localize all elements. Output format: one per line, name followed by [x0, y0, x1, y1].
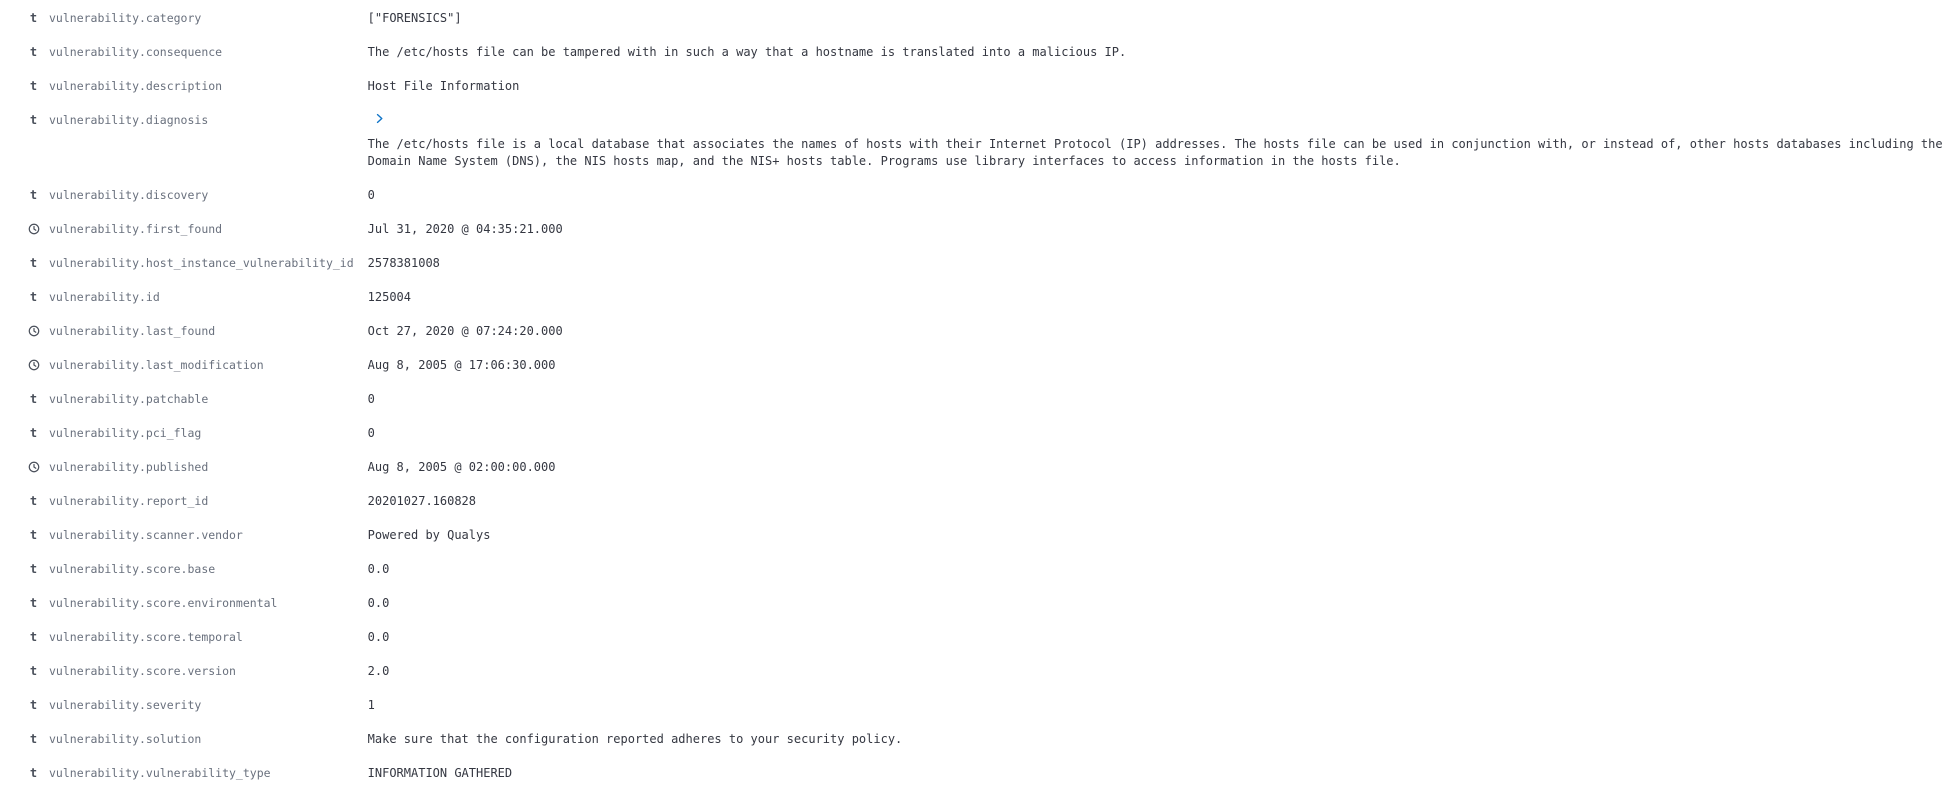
field-name: vulnerability.score.version — [49, 664, 236, 678]
field-name-cell — [0, 212, 368, 246]
field-name: vulnerability.severity — [49, 698, 202, 712]
field-name: vulnerability.published — [49, 460, 209, 474]
text-field-icon: t — [29, 528, 38, 542]
text-field-icon: t — [29, 45, 38, 59]
field-value: 0.0 — [367, 630, 390, 644]
field-name: vulnerability.solution — [49, 732, 202, 746]
text-field-icon: t — [29, 562, 38, 576]
field-name-cell — [0, 688, 368, 722]
field-name: vulnerability.last_found — [49, 324, 216, 338]
field-value — [368, 103, 1959, 178]
field-value: Aug 8, 2005 @ 17:06:30.000 — [367, 358, 556, 372]
field-name: vulnerability.score.environmental — [49, 596, 278, 610]
text-field-icon: t — [29, 630, 38, 644]
field-name: vulnerability.consequence — [49, 45, 223, 59]
text-field-icon: t — [29, 732, 38, 746]
field-value: Oct 27, 2020 @ 07:24:20.000 — [367, 324, 563, 338]
field-value: Host File Information — [367, 79, 520, 93]
field-value: 20201027.160828 — [367, 494, 477, 508]
field-value-text: The /etc/hosts file is a local database that associates the names of hosts with their Internet Protocol (IP) addresses. The hosts file can be used in conjunction with, or instead of, other hosts databases including the Domain Name System (DNS), the NIS hosts map, and the NIS+ hosts table. Programs use library interfaces to access information in the hosts file. — [367, 137, 1943, 168]
field-value: Make sure that the configuration reported adheres to your security policy. — [367, 732, 903, 746]
field-name-cell — [0, 450, 368, 484]
field-value: 2.0 — [367, 664, 390, 678]
text-field-icon: t — [29, 426, 38, 440]
field-name-cell — [0, 348, 368, 382]
field-value: 0.0 — [367, 596, 390, 610]
field-name-cell — [0, 314, 368, 348]
field-name: vulnerability.discovery — [49, 188, 209, 202]
field-name-cell — [0, 586, 368, 620]
field-name-cell — [0, 246, 368, 280]
field-value: Jul 31, 2020 @ 04:35:21.000 — [367, 222, 563, 236]
field-value: 1 — [367, 698, 375, 712]
field-value: The /etc/hosts file can be tampered with in such a way that a hostname is translated into a malicious IP. — [367, 45, 1127, 59]
field-value: Aug 8, 2005 @ 02:00:00.000 — [367, 460, 556, 474]
field-name: vulnerability.description — [49, 79, 223, 93]
expand-value-button[interactable] — [372, 112, 388, 128]
chevron-right-icon — [373, 112, 386, 129]
field-value: ["FORENSICS"] — [367, 11, 462, 25]
field-value: 0.0 — [367, 562, 390, 576]
field-name: vulnerability.scanner.vendor — [49, 528, 243, 542]
text-field-icon: t — [29, 698, 38, 712]
field-name-cell — [0, 103, 368, 178]
field-name-cell — [0, 654, 368, 688]
field-name: vulnerability.category — [49, 11, 202, 25]
field-name-cell — [0, 178, 368, 212]
field-name: vulnerability.score.base — [49, 562, 216, 576]
field-name-cell — [0, 484, 368, 518]
clock-icon — [27, 357, 40, 373]
text-field-icon: t — [29, 494, 38, 508]
field-name-cell — [0, 552, 368, 586]
field-name: vulnerability.score.temporal — [49, 630, 243, 644]
field-name-cell — [0, 722, 368, 756]
field-name: vulnerability.last_modification — [49, 358, 264, 372]
field-name: vulnerability.diagnosis — [49, 113, 209, 127]
field-name-cell — [0, 69, 368, 103]
field-name-cell — [0, 518, 368, 552]
text-field-icon: t — [29, 188, 38, 202]
clock-icon — [27, 323, 40, 339]
field-name: vulnerability.vulnerability_type — [49, 766, 271, 780]
field-value: Powered by Qualys — [367, 528, 491, 542]
field-value: 0 — [367, 426, 375, 440]
field-name-cell — [0, 620, 368, 654]
field-name-cell — [0, 280, 368, 314]
field-name-cell — [0, 416, 368, 450]
text-field-icon: t — [29, 256, 38, 270]
field-name: vulnerability.id — [49, 290, 160, 304]
clock-icon — [27, 221, 40, 237]
field-value: 0 — [367, 392, 375, 406]
field-value: 2578381008 — [367, 256, 440, 270]
field-name: vulnerability.host_instance_vulnerability_id — [49, 256, 354, 270]
field-name-cell — [0, 35, 368, 69]
text-field-icon: t — [29, 79, 38, 93]
text-field-icon: t — [29, 392, 38, 406]
text-field-icon: t — [29, 113, 38, 127]
text-field-icon: t — [29, 596, 38, 610]
field-name: vulnerability.report_id — [49, 494, 209, 508]
field-name: vulnerability.patchable — [49, 392, 209, 406]
field-name: vulnerability.first_found — [49, 222, 223, 236]
field-value: 0 — [367, 188, 375, 202]
clock-icon — [27, 459, 40, 475]
field-value: 125004 — [367, 290, 411, 304]
field-name-cell — [0, 382, 368, 416]
field-name-cell — [0, 1, 368, 35]
field-value: INFORMATION GATHERED — [367, 766, 513, 780]
field-name: vulnerability.pci_flag — [49, 426, 202, 440]
field-name-cell — [0, 756, 368, 789]
text-field-icon: t — [29, 664, 38, 678]
text-field-icon: t — [29, 290, 38, 304]
text-field-icon: t — [29, 766, 38, 780]
text-field-icon: t — [29, 11, 38, 25]
